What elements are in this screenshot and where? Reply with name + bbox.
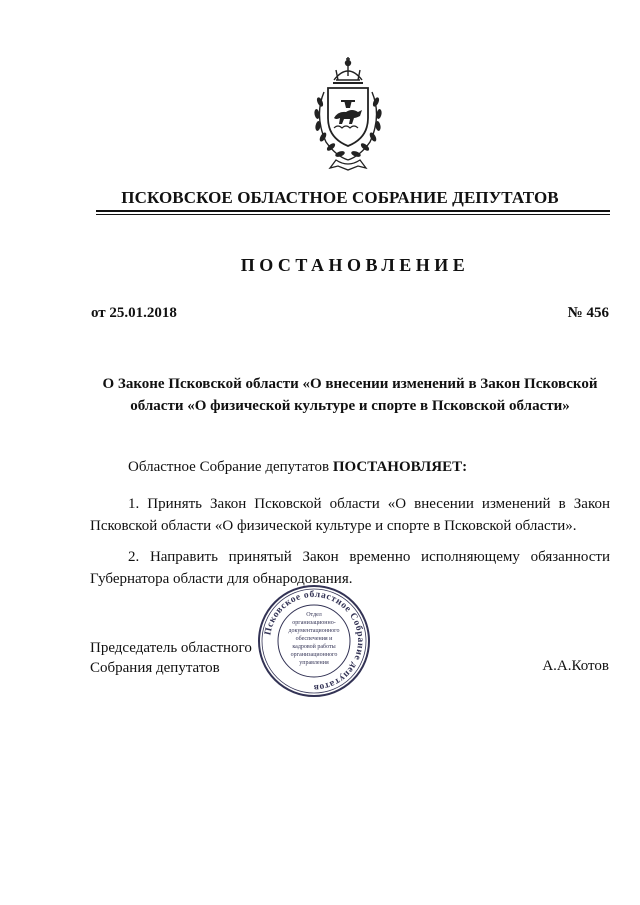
- document-subject: [90, 373, 610, 417]
- stamp-line-5: кадровой работы: [292, 644, 336, 650]
- coat-of-arms-icon: [300, 56, 396, 174]
- signatory-name: А.А.Котов: [542, 658, 609, 674]
- resolution-item-1: 1. Принять Закон Псковской области «О внесении изменений в Закон Псковской области «О физической культуре и спорте в Псковской области».: [90, 496, 610, 534]
- stamp-line-7: управления: [299, 660, 329, 666]
- stamp-line-3: документационного: [288, 628, 340, 634]
- preamble: [128, 456, 467, 478]
- document-date: от 25.01.2018: [91, 305, 177, 321]
- signatory-position-line-1: Председатель областного: [90, 640, 252, 656]
- official-stamp-icon: [256, 583, 372, 699]
- preamble-resolves: ПОСТАНОВЛЯЕТ:: [332, 459, 468, 475]
- document-number: № 456: [567, 305, 609, 321]
- subject-line-1: О Законе Псковской области «О внесении изменений в Закон Псковской: [102, 376, 598, 392]
- signatory-position-line-2: Собрания депутатов: [90, 660, 220, 676]
- signatory-position: [90, 638, 252, 678]
- stamp-line-6: организационного: [290, 652, 338, 658]
- stamp-line-1: Отдел: [306, 612, 322, 618]
- header-rule-thin: [96, 214, 610, 215]
- preamble-text: Областное Собрание депутатов: [128, 459, 333, 475]
- stamp-line-2: организационно-: [292, 620, 336, 626]
- document-type: ПОСТАНОВЛЕНИЕ: [240, 255, 470, 275]
- resolution-item-2: 2. Направить принятый Закон временно исполняющему обязанности Губернатора области для обнародования.: [90, 549, 610, 587]
- header-rule: [96, 210, 610, 212]
- subject-line-2: области «О физической культуре и спорте в Псковской области»: [130, 398, 570, 414]
- stamp-ring-text: Псковское областное Собрание депутатов: [263, 589, 366, 693]
- stamp-line-4: обеспечения и: [295, 636, 333, 642]
- organization-title: ПСКОВСКОЕ ОБЛАСТНОЕ СОБРАНИЕ ДЕПУТАТОВ: [121, 188, 559, 207]
